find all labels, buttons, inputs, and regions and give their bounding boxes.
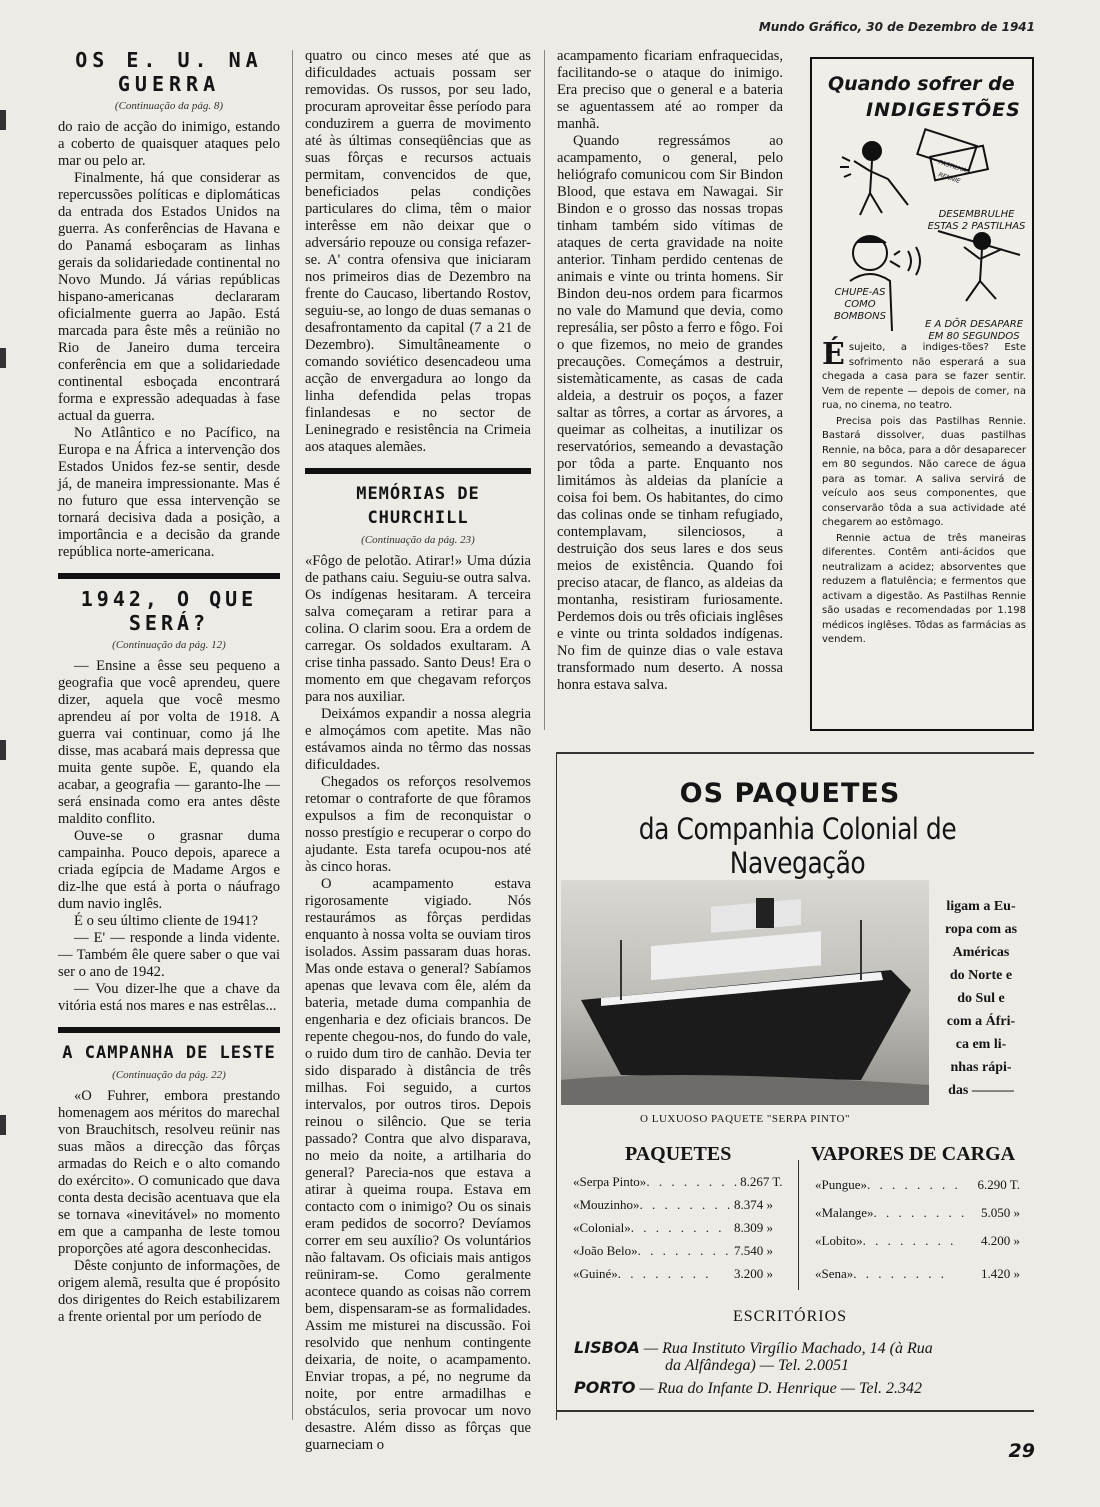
list-item: «Serpa Pinto» . . . . . . . . 8.267 T. [573,1174,783,1189]
ad-paragraph: Precisa pois das Pastilhas Rennie. Bastará dissolver, duas pastilhas Rennie, na bôca, para a dôr desaparecer em 80 segundos. Não carece de água para as tomar. A saliva servirá de veículo aos seus componentes, que conservarão tôda a sua actividade até chegarem ao estômago. [822,415,1026,528]
vapores-heading: VAPORES DE CARGA [811,1143,1016,1165]
office-lisboa: LISBOA — Rua Instituto Virgílio Machado, 14 (à Rua [574,1338,933,1357]
rennie-advertisement [810,57,1034,731]
ad-caption: CHUPE-AS COMO BOMBONS [834,287,886,322]
column-2 [305,48,531,1454]
paragraph: No Atlântico e no Pacífico, na Europa e na África a intervenção dos Estados Unidos fez-se sentir, desde já, de maneira impressionante. Mas é no futuro que essa intervenção se tornará decisiva dada a posição, a importância e a decisão da grande república norte-americana. [58,425,280,560]
side-line: ca em li- [955,1037,1007,1052]
paragraph: Quando regressámos ao acampamento, o general, pelo heliógrafo comunicou com Sir Bindon Blood, que estava em Nawagai. Sir Bindon e o grosso das nossas tropas tinham também sido vítimas de ataques de certa gravidade na noite anterior. Tinham perdido centenas de animais e vinte ou trinta homens. Sir Bindon deu-nos ordem para ficarmos no vale do Mamund que devia, como represália, ser pôsto a ferro e fôgo. Foi o que fizemos, no meio de grandes precauções. Começámos a destruir, sistemàticamente, as casas de cada aldeia, a destruir os poços, a fazer saltar as tôrres, a cortar as árvores, a queimar as colheitas, a inutilizar os reservatórios, semeando a devastação por tôda a parte. Enquanto nos limitámos às aldeias da planície a coisa foi bem. Os habitantes, do cimo das colinas onde se tinham refugiado, contemplavam, silenciosos, a destruição dos seus lares e dos seus meios de existência. Quando foi preciso atacar, de flanco, as aldeias da montanha, resistiram furiosamente. Perdemos dois ou três oficiais inglêses e vinte ou trinta soldados indígenas. No fim de quinze dias o vale estava transformado num deserto. A nossa honra estava salva. [557,133,783,693]
ad-subtitle: da Companhia Colonial de Navegação [638,812,957,880]
section-rule [58,1027,280,1033]
section-title: A CAMPANHA DE LESTE [62,1043,276,1063]
side-line: do Norte e [949,968,1013,983]
section-title: OS E. U. NA GUERRA [75,48,263,96]
continuation-note: (Continuação da pág. 22) [112,1069,226,1081]
list-item: «Mouzinho» . . . . . . . . 8.374 » [573,1197,773,1212]
ad-border-top [556,752,1034,754]
ad-border-bottom [556,1410,1034,1412]
paragraph: É o seu último cliente de 1941? [74,913,258,929]
paragraph: — E' — responde a linda vidente. — Também êle quere saber o que vai ser o ano de 1942. [58,930,280,980]
binding-mark [0,740,6,760]
list-item: «Colonial» . . . . . . . . 8.309 » [573,1220,773,1235]
ad-title: OS PAQUETES [679,778,901,809]
paragraph: Chegados os reforços resolvemos retomar o contraforte de que fôramos expulsos a fim de reconquistar o nosso prestígio e recuperar o corpo do ajudante. Esta tarefa ocupou-nos até às cinco horas. [305,774,531,875]
pack-label: PASTILHAS RENNIE [937,158,971,186]
page-header: Mundo Gráfico, 30 de Dezembro de 1941 [758,20,1035,34]
ad-paragraph: sujeito, a indiges-tões? Este sofrimento não esperará a sua chegada a casa para se fazer sentir. Vem de repente — depois de comer, na rua, no cinema, no teatro. [822,342,1026,411]
table-divider [798,1160,799,1290]
offices-heading: ESCRITÓRIOS [732,1308,848,1325]
list-item: «Sena» . . . . . . . . 1.420 » [815,1266,1020,1281]
paragraph: — Ensine a êsse seu pequeno a geografia que você aprendeu, quere dizer, aquela que você mesmo aprendeu aí por volta de 1918. A guerra vai continuar, como já lhe disse, mas acabará mais depressa que muita gente supõe. E, quando ela acabar, a geografia — garanto-lhe — será ensinada como era antes dêste maldito conflito. [58,658,280,827]
paragraph: acampamento ficariam enfraquecidas, facilitando-se o ataque do inimigo. Era preciso que o general e a bateria se aguentassem até ao romper da manhã. [557,48,783,132]
binding-mark [0,348,6,368]
ad-caption: E A DÔR DESAPARE EM 80 SEGUNDOS [924,319,1024,342]
side-line: das ——— [948,1083,1014,1098]
ad-paragraph: Rennie actua de três maneiras diferentes. Contêm anti-ácidos que neutralizam a acidez; absorventes que reduzem a flatulência; e fermentos que activam a digestão. As Pastilhas Rennie são usadas e recomendadas por 1.198 médicos inglêses. Tôdas as farmácias as vendem. [822,532,1026,645]
list-item: «Pungue» . . . . . . . . 6.290 T. [815,1177,1020,1192]
paragraph: Finalmente, há que considerar as repercussões políticas e diplomáticas da entrada dos Estados Unidos na guerra. As conferências de Havana e do Panamá esboçaram as linhas gerais da solidariedade continental no Novo Mundo. Já várias repúblicas hispano-americanas declararam oficialmente guerra ao Japão. Está marcada para êste mês a reünião no Rio de Janeiro duma terceira conferência em que a solidariedade continental esboçada encontrará forma e expressão adequadas à fase actual da guerra. [58,170,280,424]
ad-caption: DESEMBRULHE ESTAS 2 PASTILHAS [927,209,1026,232]
list-item: «Lobito» . . . . . . . . 4.200 » [815,1233,1020,1248]
continuation-note: (Continuação da pág. 23) [361,534,475,546]
ad-headline: INDIGESTÕES [866,99,1021,121]
photo-caption: O LUXUOSO PAQUETE "SERPA PINTO" [640,1113,850,1125]
paragraph: do raio de acção do inimigo, estando a coberto de quaisquer ataques pelo mar ou pelo ar. [58,119,280,169]
continuation-note: (Continuação da pág. 12) [112,639,226,651]
section-title: MEMÓRIAS DE CHURCHILL [356,484,480,528]
drop-cap: É [822,337,845,372]
side-line: nhas rápi- [950,1060,1012,1075]
list-item: «João Belo» . . . . . . . . 7.540 » [573,1243,773,1258]
column-3 [557,48,783,694]
section-title: 1942, O QUE SERÁ? [80,587,258,635]
section-rule [305,468,531,474]
column-divider [544,50,545,730]
binding-mark [0,1115,6,1135]
paragraph: «O Fuhrer, embora prestando homenagem aos méritos do marechal von Brauchitsch, resolveu reünir nas suas mãos a direcção das fôrças armadas do Reich e o alto comando do exército». O comunicado que dava conta desta decisão acentuava que ela se tornava «inevitável» no momento em que a campanha de leste tomou proporções até agora desconhecidas. [58,1088,280,1257]
column-1 [58,48,280,1326]
ad-side-text [936,895,1026,1102]
ship-icon [561,880,929,1105]
ship-photo [561,880,929,1105]
continuation-note: (Continuação da pág. 8) [114,100,224,112]
side-line: Américas [952,945,1010,960]
paragraph: «Fôgo de pelotão. Atirar!» Uma dúzia de pathans caiu. Seguiu-se outra salva. Os indígenas hesitaram. A terceira salva começaram a retirar para a colina. O clarim soou. Era a ordem de carregar. Os soldados exultaram. A crise tinha passado. Santo Deus! Era o momento em que chegavam reforços para nos auxiliar. [305,553,531,705]
side-line: ropa com as [944,922,1018,937]
section-rule [58,573,280,579]
paragraph: Dêste conjunto de informações, de origem alemã, resulta que é propósito dos dirigentes do Reich estabilizarem a frente oriental por um período de [58,1258,280,1325]
list-item: «Guiné» . . . . . . . . 3.200 » [573,1266,773,1281]
paragraph: quatro ou cinco meses até que as dificuldades actuais possam ser removidas. Os russos, por seu lado, procuram aproveitar êsse período para conduzirem a guerra de movimento até às últimas conseqüências que as suas fôrças e recursos actuais permitam, convencidos de que, beneficiados pelas condições particulares do clima, têm o maior interêsse em não deixar que o adversário repouze ou consiga refazer-se. A' contra ofensiva que iniciaram nos primeiros dias de Dezembro na frente do Caucaso, libertando Rostov, seguiu-se, ao longo de duas semanas o desafrontamento da capital (7 a 21 de Dezembro). Simultâneamente o comando soviético desencadeou uma acção de envergadura ao longo da linha defendida pelas tropas finlandesas e no sector de Leninegrado e resistência na Crimeia aos ataques alemães. [305,48,531,455]
office-porto: PORTO — Rua do Infante D. Henrique — Tel. 2.342 [574,1378,922,1397]
page-number: 29 [1008,1440,1035,1462]
paragraph: — Vou dizer-lhe que a chave da vitória está nos mares e nas estrêlas... [58,981,280,1014]
office-lisboa-line2: da Alfândega) — Tel. 2.0051 [665,1357,850,1374]
ad-headline: Quando sofrer de [828,73,1015,95]
list-item: «Malange» . . . . . . . . 5.050 » [815,1205,1020,1220]
column-divider [292,50,293,1420]
side-line: do Sul e [957,991,1005,1006]
paragraph: O acampamento estava rigorosamente vigiado. Nós restaurámos as fôrças perdidas enquanto à nossa volta se ouviam tiros isolados. Assim passaram duas horas. Mas onde estava o general? Sabíamos apenas que levava com êle, além da bateria, metade duma companhia de engenharia e dez oficiais brancos. De repente chegou-nos, do fundo do vale, o ruido dum tiro de canhão. Devia ter sido disparado à distância de três milhas. Foi seguido, a curtos intervalos, por outros tiros. Depois reinou o silêncio. Que se teria passado? Contra que alvo disparava, no meio da noite, a artilharia do general? Parecia-nos que estava a atirar à queima roupa. Estava em contacto com o inimigo? Ou os sinais eram pedidos de socorro? Devíamos correr em seu auxílio? Os voluntários não faltavam. Os oficiais mais antigos reüniram-se. Como geralmente acontece quando as coisas não correm bem, dispensaram-se as formalidades. Assim me misturei na discussão. Foi resolvido que nenhum contingente deixaria, de noite, o acampamento. Enviar tropas, a pé, no negrume da noite, por entre armadilhas e obstáculos, seria provocar um novo desastre. Além disso as fôrças que guarneciam o [305,876,531,1453]
ad-border-left [556,752,557,1420]
side-line: ligam a Eu- [946,899,1016,914]
ad-body [822,337,1026,649]
paragraph: Ouve-se o grasnar duma campainha. Pouco depois, aparece a criada egípcia de Madame Argos e diz-lhe que está à porta o náufrago dum navio inglês. [58,828,280,912]
paragraph: Deixámos expandir a nossa alegria e almoçámos com apetite. Mas não estávamos ainda no têrmo das nossas dificuldades. [305,706,531,773]
binding-mark [0,110,6,130]
paquetes-heading: PAQUETES [625,1143,732,1165]
side-line: com a Áfri- [946,1014,1016,1029]
